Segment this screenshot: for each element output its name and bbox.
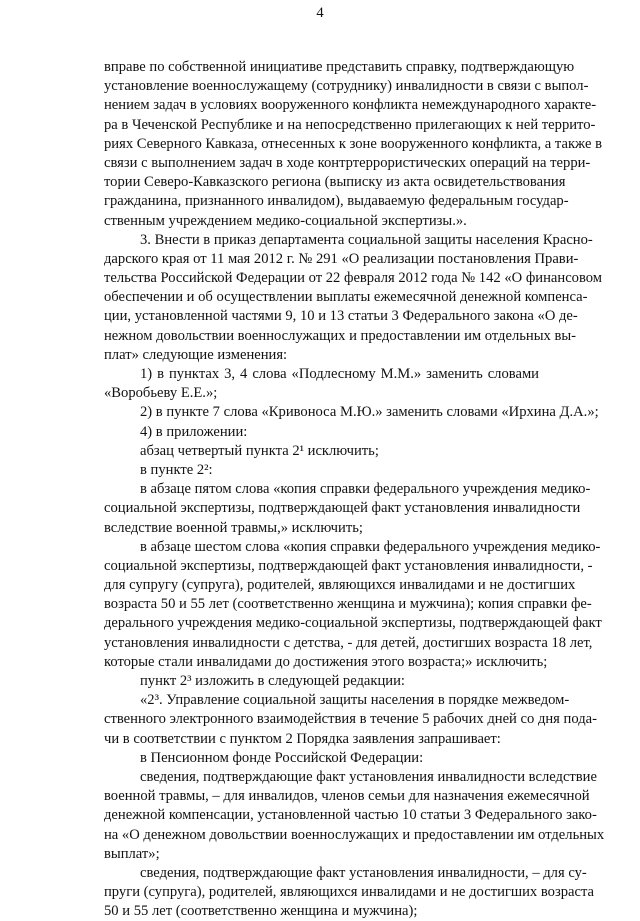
text-line: в Пенсионном фонде Российской Федерации: xyxy=(140,749,424,766)
text-line: которые стали инвалидами до достижения этого возраста;» исключить; xyxy=(104,653,548,670)
text-line: социальной экспертизы, подтверждающей факт установления инвалидности xyxy=(104,500,581,517)
text-line: пункт 2³ изложить в следующей редакции: xyxy=(140,673,405,689)
text-line: ции, установленной частями 9, 10 и 13 статьи 3 Федерального закона «О де- xyxy=(104,308,578,325)
text-line: возраста 50 и 55 лет (соответственно женщина и мужчина); копия справки фе- xyxy=(104,596,592,613)
text-line: для супругу (супруга), родителей, являющихся инвалидами и не достигших xyxy=(104,577,576,594)
text-line: 4) в приложении: xyxy=(140,423,248,440)
text-line: обеспечении и об осуществлении выплаты ежемесячной денежной компенса- xyxy=(104,289,588,306)
text-line: вправе по собственной инициативе представить справку, подтверждающую xyxy=(104,59,575,75)
text-line: тельства Российской Федерации от 22 февраля 2012 года № 142 «О финансовом xyxy=(104,270,603,287)
text-line: ра в Чеченской Республике и на непосредственно прилегающих к ней террито- xyxy=(104,116,596,133)
text-line: 2) в пункте 7 слова «Кривоноса М.Ю.» заменить словами «Ирхина Д.А.»; xyxy=(140,404,599,421)
text-line: денежной компенсации, установленной частью 10 статьи 3 Федерального зако- xyxy=(104,807,597,824)
text-line: сведения, подтверждающие факт установления инвалидности вследствие xyxy=(140,768,597,785)
text-line: установления инвалидности с детства, - для детей, достигших возраста 18 лет, xyxy=(104,634,593,651)
text-line: гражданина, признанного инвалидом), выдаваемую федеральным государ- xyxy=(104,193,569,210)
text-line: связи с выполнением задач в ходе контртеррористических операций на терри- xyxy=(104,154,591,171)
page-number: 4 xyxy=(316,5,324,21)
text-line: сведения, подтверждающие факт установления инвалидности, – для су- xyxy=(140,864,587,881)
text-line: в абзаце шестом слова «копия справки федерального учреждения медико- xyxy=(140,538,601,555)
text-line: ственным учреждением медико-социальной экспертизы.». xyxy=(104,212,467,229)
text-line: дарского края от 11 мая 2012 г. № 291 «О реализации постановления Прави- xyxy=(104,250,579,267)
text-line: на «О денежном довольствии военнослужащих и предоставлении им отдельных xyxy=(104,826,605,843)
text-line: в абзаце пятом слова «копия справки федерального учреждения медико- xyxy=(140,481,591,498)
text-line: чи в соответствии с пунктом 2 Порядка заявления запрашивает: xyxy=(104,730,501,747)
text-line: ственного электронного взаимодействия в течение 5 рабочих дней со дня пода- xyxy=(104,711,597,728)
text-line: 1) в пунктах 3, 4 слова «Подлесному М.М.» заменить словами xyxy=(140,366,539,382)
text-line: риях Северного Кавказа, отнесенных к зоне вооруженного конфликта, а также в xyxy=(104,135,602,152)
text-line: дерального учреждения медико-социальной экспертизы, подтверждающей факт xyxy=(104,615,602,632)
text-line: выплат»; xyxy=(104,845,160,862)
text-line: абзац четвертый пункта 2¹ исключить; xyxy=(140,442,379,459)
text-line: 50 и 55 лет (соответственно женщина и мужчина); xyxy=(104,903,418,920)
text-line: вследствие военной травмы,» исключить; xyxy=(104,519,363,536)
text-line: нением задач в условиях вооруженного конфликта немеждународного характе- xyxy=(104,97,597,114)
text-line: установление военнослужащему (сотруднику) инвалидности в связи с выпол- xyxy=(104,78,589,95)
text-line: социальной экспертизы, подтверждающей факт установления инвалидности, - xyxy=(104,557,593,574)
text-line: в пункте 2²: xyxy=(140,461,213,478)
text-line: пруги (супруга), родителей, являющихся инвалидами и не достигших возраста xyxy=(104,884,595,901)
text-line: тории Северо-Кавказского региона (выписку из акта освидетельствования xyxy=(104,174,566,191)
text-line: 3. Внести в приказ департамента социальной защиты населения Красно- xyxy=(140,231,593,248)
text-line: плат» следующие изменения: xyxy=(104,346,288,363)
text-line: военной травмы, – для инвалидов, членов семьи для назначения ежемесячной xyxy=(104,788,590,805)
text-line: «Воробьеву Е.Е.»; xyxy=(104,385,218,402)
document-body xyxy=(104,58,605,921)
text-line: нежном довольствии военнослужащих и предоставлении им отдельных вы- xyxy=(104,327,577,344)
text-line: «2³. Управление социальной защиты населения в порядке межведом- xyxy=(140,692,570,709)
